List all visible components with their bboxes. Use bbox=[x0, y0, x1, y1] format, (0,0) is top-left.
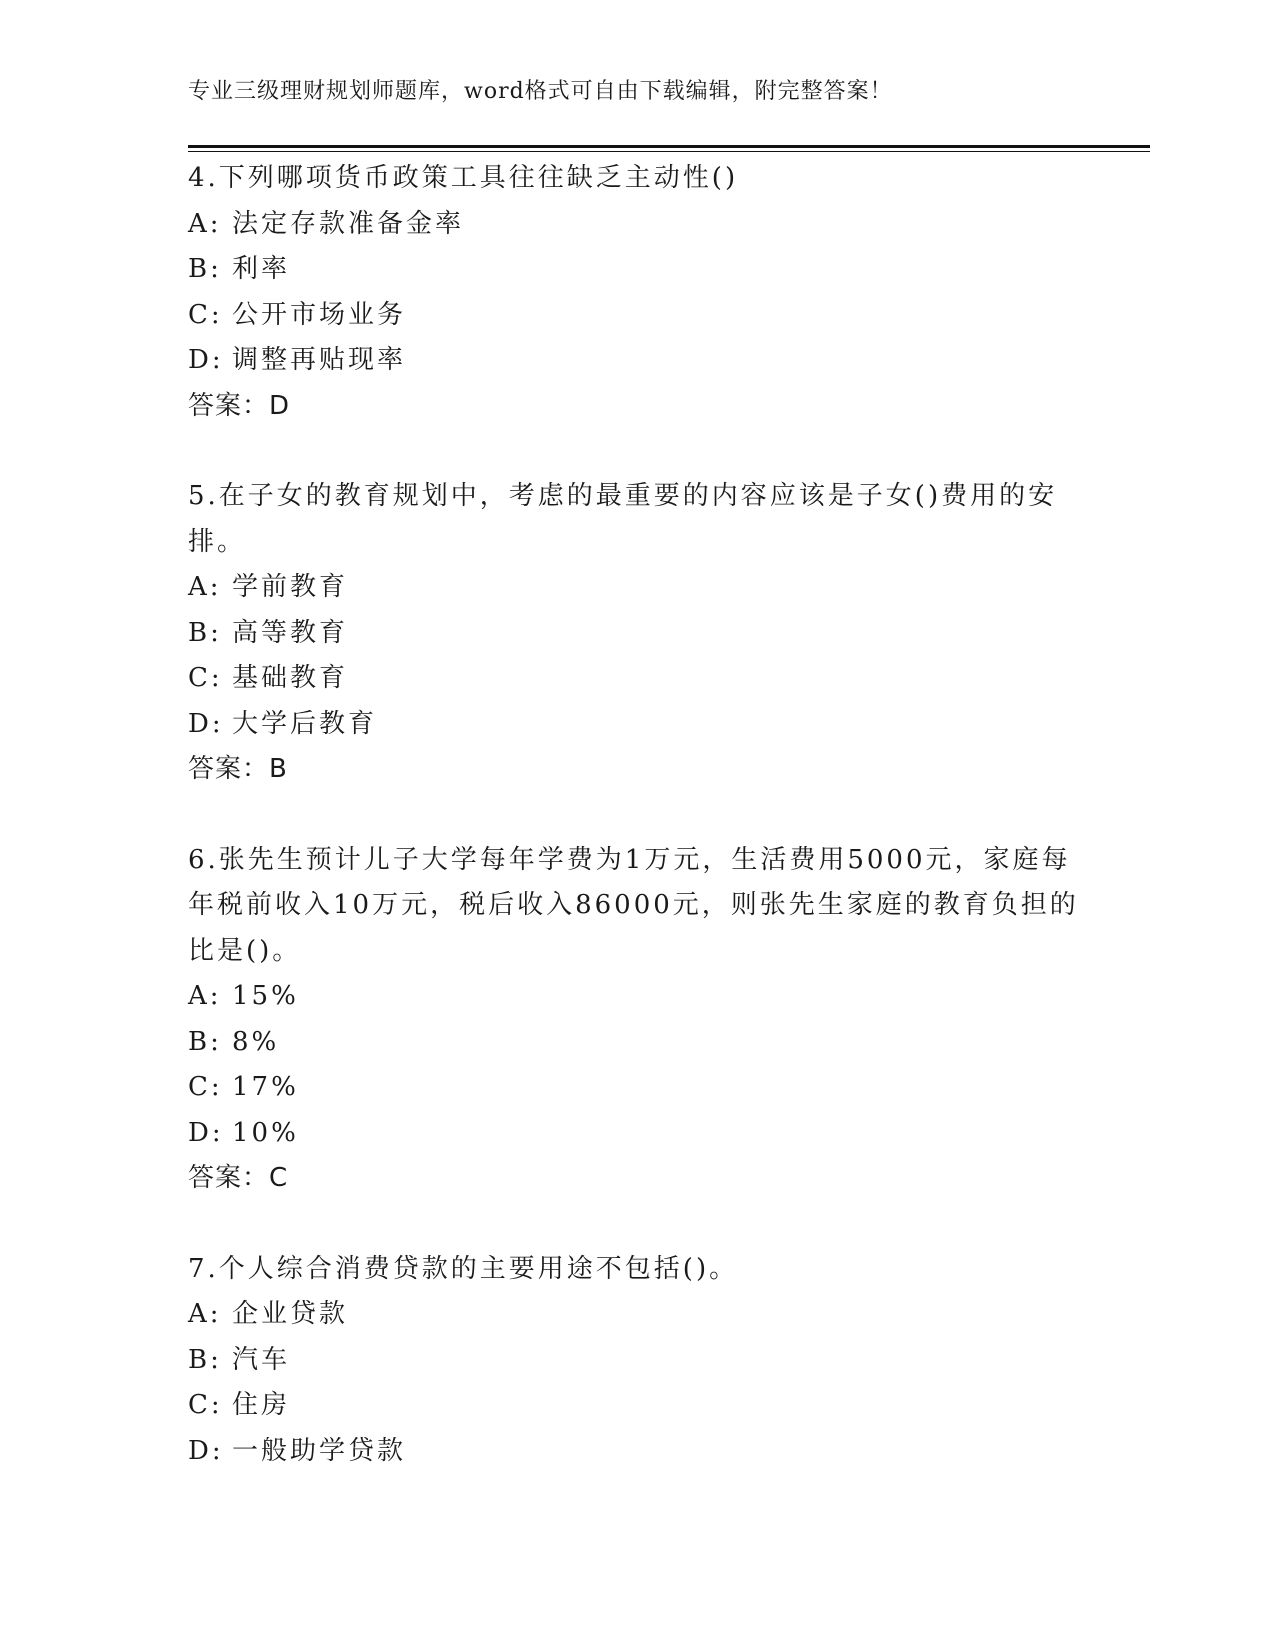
answer-line: 答案：D bbox=[188, 390, 291, 421]
option-d bbox=[188, 338, 1088, 384]
option-letter: A: bbox=[188, 1299, 222, 1329]
option-c bbox=[188, 293, 1088, 339]
option-letter: D: bbox=[188, 1117, 224, 1148]
option-letter: C: bbox=[188, 299, 223, 330]
option-text: 15% bbox=[232, 981, 299, 1011]
option-text: 基础教育 bbox=[232, 663, 349, 693]
question-stem: 4.下列哪项货币政策工具往往缺乏主动性() bbox=[188, 163, 739, 193]
option-c bbox=[188, 1065, 1088, 1111]
option-text: 学前教育 bbox=[232, 572, 349, 602]
option-d bbox=[188, 702, 1088, 748]
question-stem: 5.在子女的教育规划中，考虑的最重要的内容应该是子女()费用的安 bbox=[188, 481, 1058, 511]
option-letter: B: bbox=[188, 254, 222, 284]
option-text: 企业贷款 bbox=[232, 1299, 349, 1329]
option-c bbox=[188, 1383, 1088, 1429]
option-a bbox=[188, 202, 1088, 248]
question-6 bbox=[188, 838, 1088, 1202]
option-a bbox=[188, 565, 1088, 611]
question-list bbox=[188, 156, 1088, 1474]
option-text: 调整再贴现率 bbox=[232, 345, 407, 375]
option-d bbox=[188, 1429, 1088, 1475]
option-text: 10% bbox=[232, 1117, 299, 1148]
option-text: 法定存款准备金率 bbox=[232, 208, 465, 239]
header-rule-thin bbox=[188, 151, 1150, 152]
option-text: 利率 bbox=[232, 254, 291, 284]
option-letter: A: bbox=[188, 572, 222, 602]
answer-line: 答案：C bbox=[188, 1163, 289, 1193]
option-text: 一般助学贷款 bbox=[232, 1435, 407, 1466]
question-stem: 排。 bbox=[188, 526, 247, 557]
question-4 bbox=[188, 156, 1088, 429]
option-c bbox=[188, 656, 1088, 702]
option-letter: D: bbox=[188, 708, 224, 739]
option-text: 高等教育 bbox=[232, 617, 349, 648]
option-text: 公开市场业务 bbox=[232, 299, 407, 330]
option-letter: C: bbox=[188, 1072, 223, 1102]
question-7 bbox=[188, 1247, 1088, 1475]
option-letter: D: bbox=[188, 1435, 224, 1466]
answer-line: 答案：B bbox=[188, 754, 288, 784]
question-stem: 6.张先生预计儿子大学每年学费为1万元，生活费用5000元，家庭每 bbox=[188, 844, 1071, 875]
option-letter: C: bbox=[188, 1390, 223, 1420]
option-d bbox=[188, 1111, 1088, 1157]
question-stem: 7.个人综合消费贷款的主要用途不包括()。 bbox=[188, 1253, 739, 1284]
spacer bbox=[188, 793, 1088, 838]
question-stem: 年税前收入10万元，税后收入86000元，则张先生家庭的教育负担的 bbox=[188, 890, 1079, 920]
option-letter: A: bbox=[188, 208, 222, 239]
option-text: 17% bbox=[232, 1072, 299, 1102]
spacer bbox=[188, 429, 1088, 474]
option-letter: D: bbox=[188, 345, 224, 375]
option-a bbox=[188, 1292, 1088, 1338]
option-b bbox=[188, 1338, 1088, 1384]
option-b bbox=[188, 611, 1088, 657]
question-stem: 比是()。 bbox=[188, 935, 302, 966]
question-5 bbox=[188, 474, 1088, 793]
option-letter: B: bbox=[188, 1344, 222, 1375]
option-text: 汽车 bbox=[232, 1344, 291, 1375]
option-letter: A: bbox=[188, 981, 222, 1011]
page-header: 专业三级理财规划师题库，word格式可自由下载编辑，附完整答案！ bbox=[188, 79, 893, 104]
spacer bbox=[188, 1202, 1088, 1247]
option-a bbox=[188, 974, 1088, 1020]
option-letter: B: bbox=[188, 617, 222, 648]
option-b bbox=[188, 247, 1088, 293]
option-b bbox=[188, 1020, 1088, 1066]
header-rule-thick bbox=[188, 145, 1150, 148]
option-text: 大学后教育 bbox=[232, 708, 378, 739]
option-text: 8% bbox=[232, 1026, 280, 1057]
option-text: 住房 bbox=[232, 1390, 291, 1420]
option-letter: C: bbox=[188, 663, 223, 693]
option-letter: B: bbox=[188, 1026, 222, 1057]
